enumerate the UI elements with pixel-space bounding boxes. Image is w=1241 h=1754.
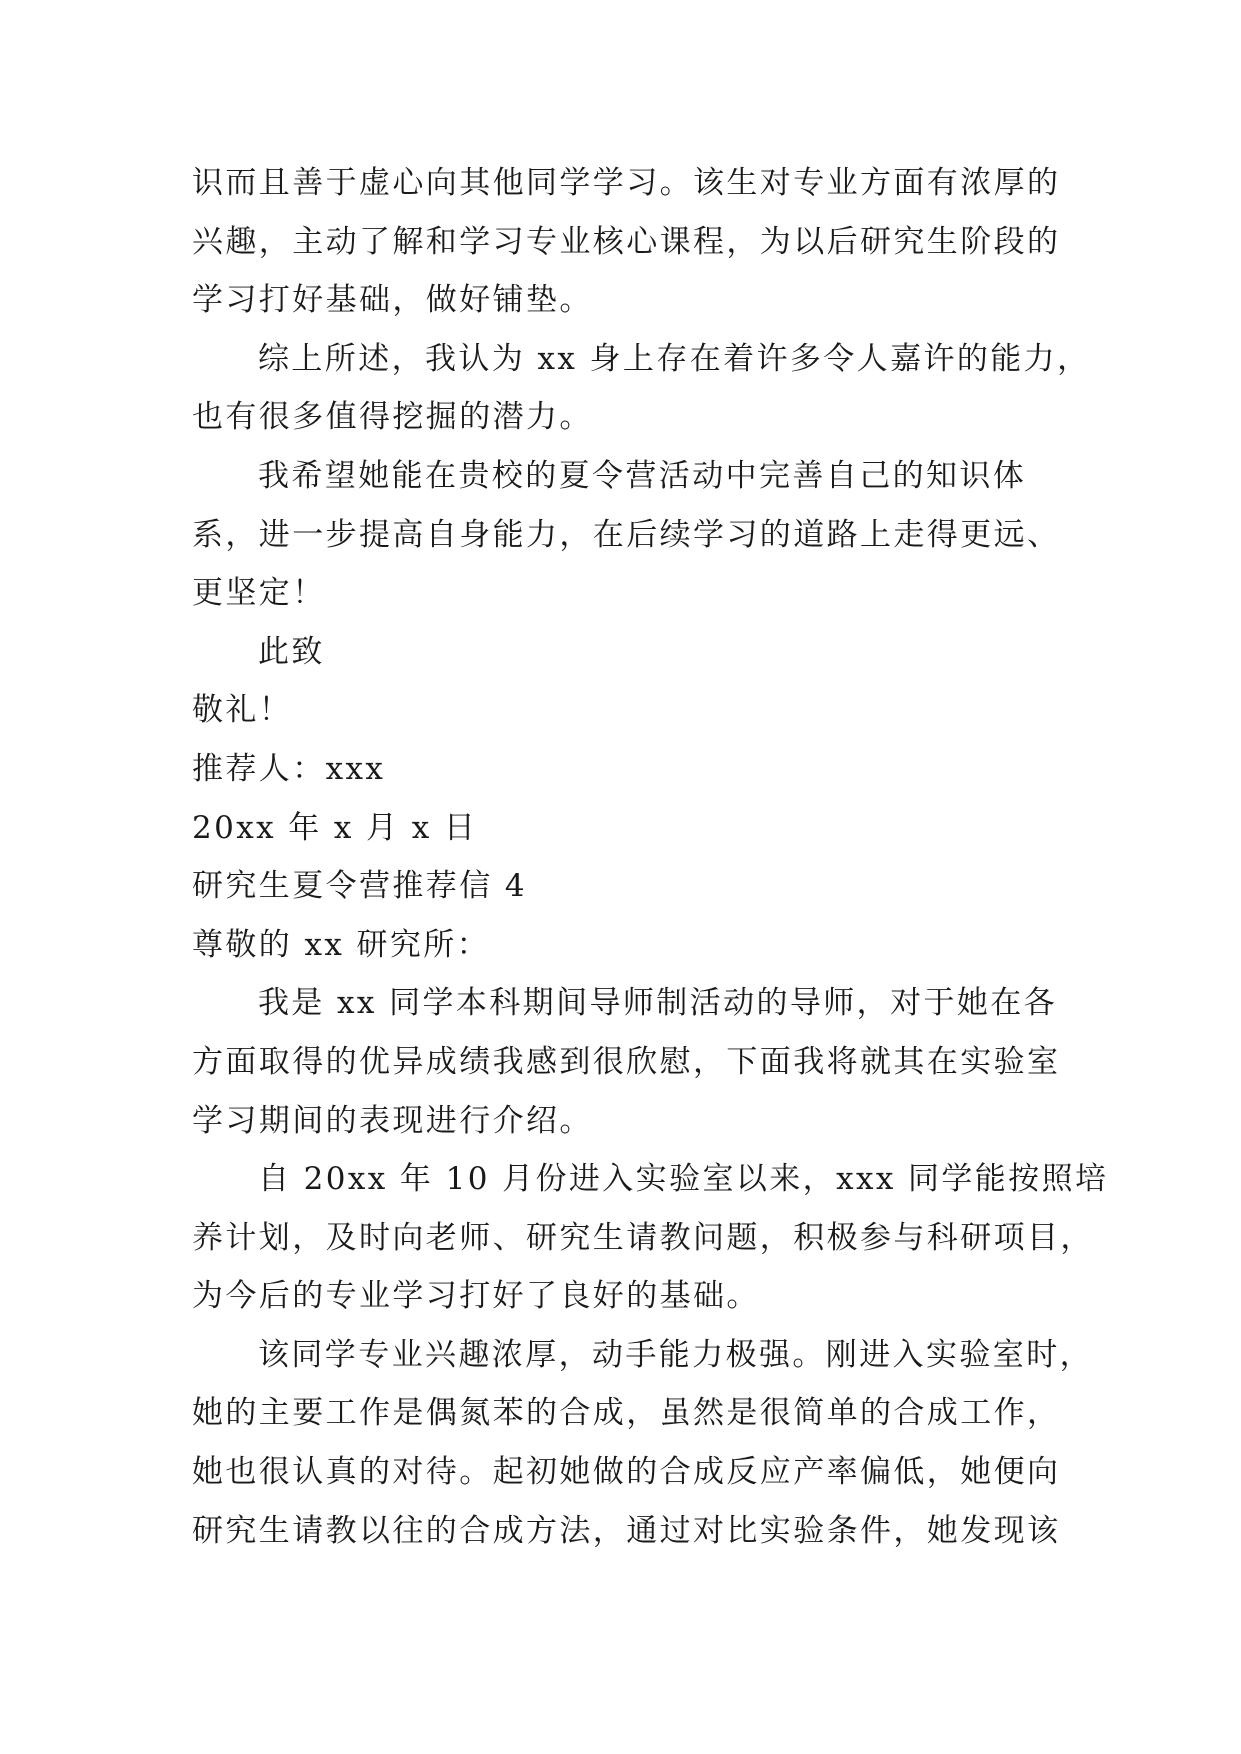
body-line: 学习打好基础，做好铺垫。: [192, 282, 593, 319]
letter-body: [192, 154, 1109, 1560]
body-line: 她的主要工作是偶氮苯的合成，虽然是很简单的合成工作，: [192, 1395, 1061, 1432]
recommender-signature: 推荐人：xxx: [192, 750, 386, 787]
letter-greeting: 尊敬的 xx 研究所：: [192, 926, 491, 963]
section-title: 研究生夏令营推荐信 4: [192, 868, 527, 905]
body-line: 学习期间的表现进行介绍。: [192, 1102, 593, 1139]
body-line: 研究生请教以往的合成方法，通过对比实验条件，她发现该: [192, 1512, 1061, 1549]
body-line: 也有很多值得挖掘的潜力。: [192, 399, 593, 436]
paragraph-first-line: 我是 xx 同学本科期间导师制活动的导师，对于她在各: [258, 985, 1058, 1022]
letter-date: 20xx 年 x 月 x 日: [192, 809, 478, 846]
paragraph-first-line: 自 20xx 年 10 月份进入实验室以来，xxx 同学能按照培: [258, 1161, 1109, 1198]
body-line: 为今后的专业学习打好了良好的基础。: [192, 1278, 760, 1315]
body-line: 她也很认真的对待。起初她做的合成反应产率偏低，她便向: [192, 1454, 1061, 1491]
body-line: 兴趣，主动了解和学习专业核心课程，为以后研究生阶段的: [192, 223, 1061, 260]
paragraph-first-line: 我希望她能在贵校的夏令营活动中完善自己的知识体: [258, 457, 1027, 494]
body-line: 养计划，及时向老师、研究生请教问题，积极参与科研项目，: [192, 1219, 1094, 1256]
body-line: 方面取得的优异成绩我感到很欣慰，下面我将就其在实验室: [192, 1043, 1061, 1080]
paragraph-first-line: 综上所述，我认为 xx 身上存在着许多令人嘉许的能力，: [258, 340, 1091, 377]
closing-salutation: 此致: [258, 633, 325, 670]
body-line: 系，进一步提高自身能力，在后续学习的道路上走得更远、: [192, 516, 1061, 553]
body-line: 识而且善于虚心向其他同学学习。该生对专业方面有浓厚的: [192, 165, 1061, 201]
paragraph-first-line: 该同学专业兴趣浓厚，动手能力极强。刚进入实验室时，: [258, 1336, 1093, 1373]
body-line: 更坚定！: [192, 575, 326, 612]
closing-regards: 敬礼！: [192, 692, 293, 729]
